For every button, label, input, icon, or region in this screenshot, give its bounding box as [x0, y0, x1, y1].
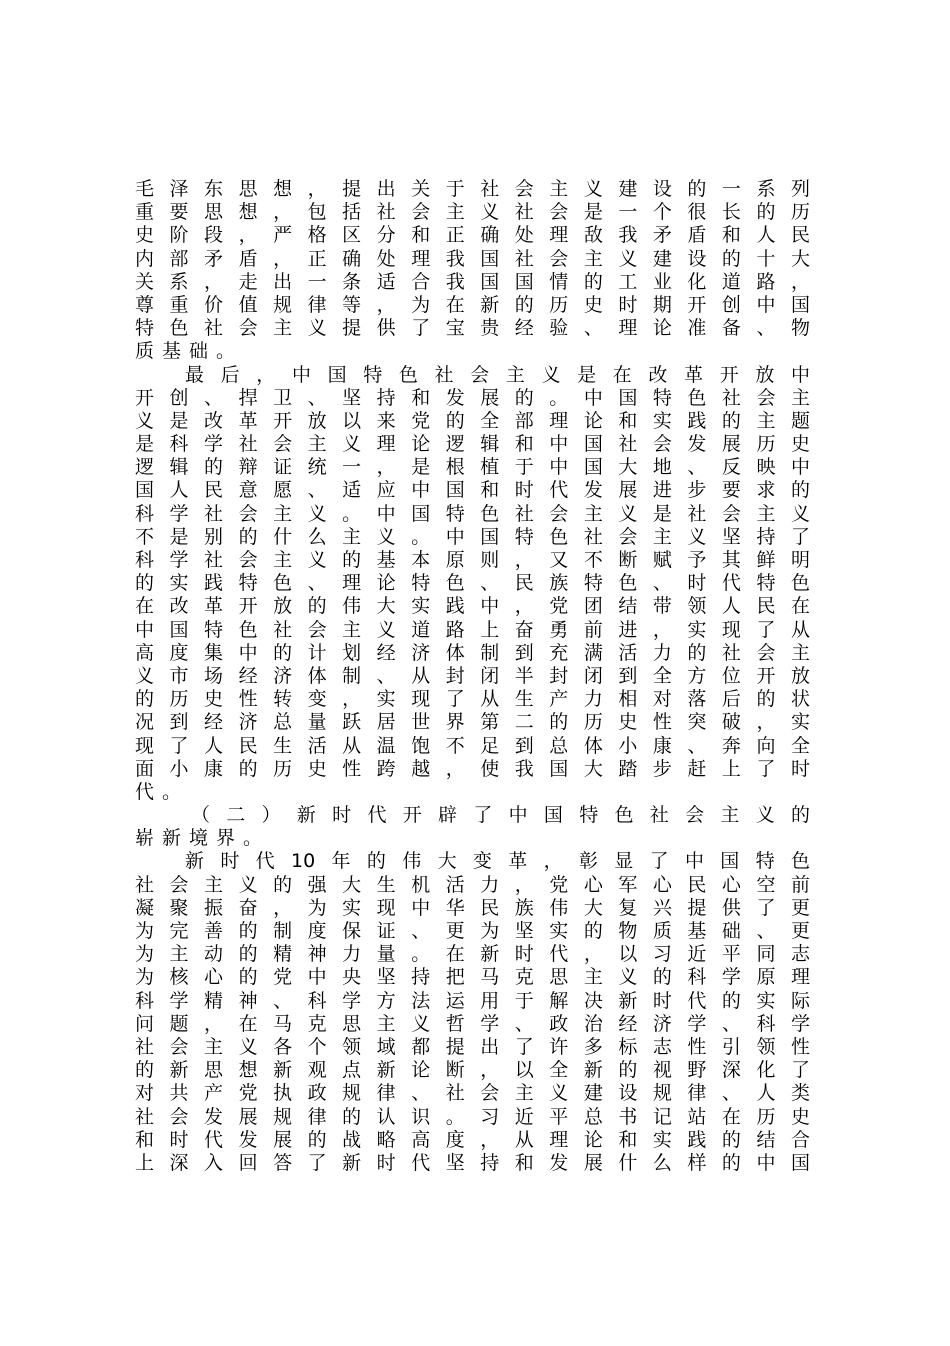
text-line: 高度集中的计划经济体制到充满活力的社会主	[135, 641, 810, 664]
text-line: 对共产党执政规律、社会主义建设规律、人类	[135, 1082, 810, 1105]
text-line: 上深入回答了新时代坚持和发展什么样的中国	[135, 1151, 810, 1174]
text-line: 内部矛盾，正确处理我国社会主义建设的十大	[135, 247, 810, 270]
text-line: 凝聚振奋，为实现中华民族伟大复兴提供了更	[135, 896, 810, 919]
text-line: 史阶段，严格区分和正确处理敌我矛盾和人民	[135, 224, 810, 247]
text-line: 是科学社会主义理论逻辑和中国社会发展历史	[135, 433, 810, 456]
text-line: 现了人民生活从温饱不足到总体小康、奔向全	[135, 734, 810, 757]
text-line: 的历史性转变，实现了从生产力相对落后的状	[135, 688, 810, 711]
text-line: 问题，在马克思主义哲学、政治经济学、科学	[135, 1012, 810, 1035]
text-line: 逻辑的辩证统一，是根植于中国大地、反映中	[135, 456, 810, 479]
body-text	[135, 178, 810, 1175]
text-line: 关系，走出一条适合我国国情的工业化道路，	[135, 270, 810, 293]
text-line: 义市场经济体制、从封闭半封闭到全方位开放	[135, 664, 810, 687]
text-line: 社会发展规律的认识。习近平总书记站在历史	[135, 1105, 810, 1128]
text-line: 的新思想新观点新论断，以全新的视野深化了	[135, 1059, 810, 1082]
text-line: 为核心的党中央坚持把马克思主义的科学原理	[135, 966, 810, 989]
text-line: 的实践特色、理论特色、民族特色、时代特色	[135, 572, 810, 595]
text-line: 科学社会主义。中国特色社会主义是社会主义	[135, 502, 810, 525]
text-line: 不是别的什么主义。中国特色社会主义坚持了	[135, 525, 810, 548]
text-line: 质基础。	[135, 340, 244, 363]
paragraph-start-line: 最后，中国特色社会主义是在改革开放中	[185, 363, 810, 386]
text-line: 面小康的历史性跨越，使我国大踏步赶上了时	[135, 757, 810, 780]
section-heading-line: （二）新时代开辟了中国特色社会主义的	[191, 804, 810, 827]
section-heading-line: 崭新境界。	[135, 827, 271, 850]
text-line: 科学精神、科学方法运用于解决新时代的实际	[135, 989, 810, 1012]
paragraph-start-line: 新时代10年的伟大变革，彰显了中国特色	[185, 850, 810, 873]
text-line: 为主动的精神力量。在新时代，以习近平同志	[135, 943, 810, 966]
text-line: 尊重价值规律等，为在新的历史时期开创中国	[135, 293, 810, 316]
text-line: 代。	[135, 780, 190, 803]
text-line: 开创、捍卫、坚持和发展的。中国特色社会主	[135, 386, 810, 409]
text-line: 社会主义各个领域都提出了许多标志性引领性	[135, 1035, 810, 1058]
text-line: 为完善的制度保证、更为坚实的物质基础、更	[135, 920, 810, 942]
text-line: 在改革开放的伟大实践中，党团结带领人民在	[135, 595, 810, 618]
text-line: 特色社会主义提供了宝贵经验、理论准备、物	[135, 317, 810, 340]
text-line: 社会主义的强大生机活力，党心军心民心空前	[135, 873, 810, 896]
text-line: 重要思想，包括社会主义社会是一个很长的历	[135, 201, 810, 224]
text-line: 义是改革开放以来党的全部理论和实践的主题	[135, 409, 810, 432]
text-line: 国人民意愿、适应中国和时代发展进步要求的	[135, 479, 810, 502]
text-line: 中国特色社会主义道路上奋勇前进，实现了从	[135, 618, 810, 641]
text-line: 科学社会主义的基本原则，又不断赋予其鲜明	[135, 549, 810, 571]
text-line: 和时代发展的战略高度，从理论和实践的结合	[135, 1128, 810, 1151]
text-line: 况到经济总量跃居世界第二的历史性突破，实	[135, 711, 810, 734]
text-line: 毛泽东思想，提出关于社会主义建设的一系列	[135, 178, 810, 200]
